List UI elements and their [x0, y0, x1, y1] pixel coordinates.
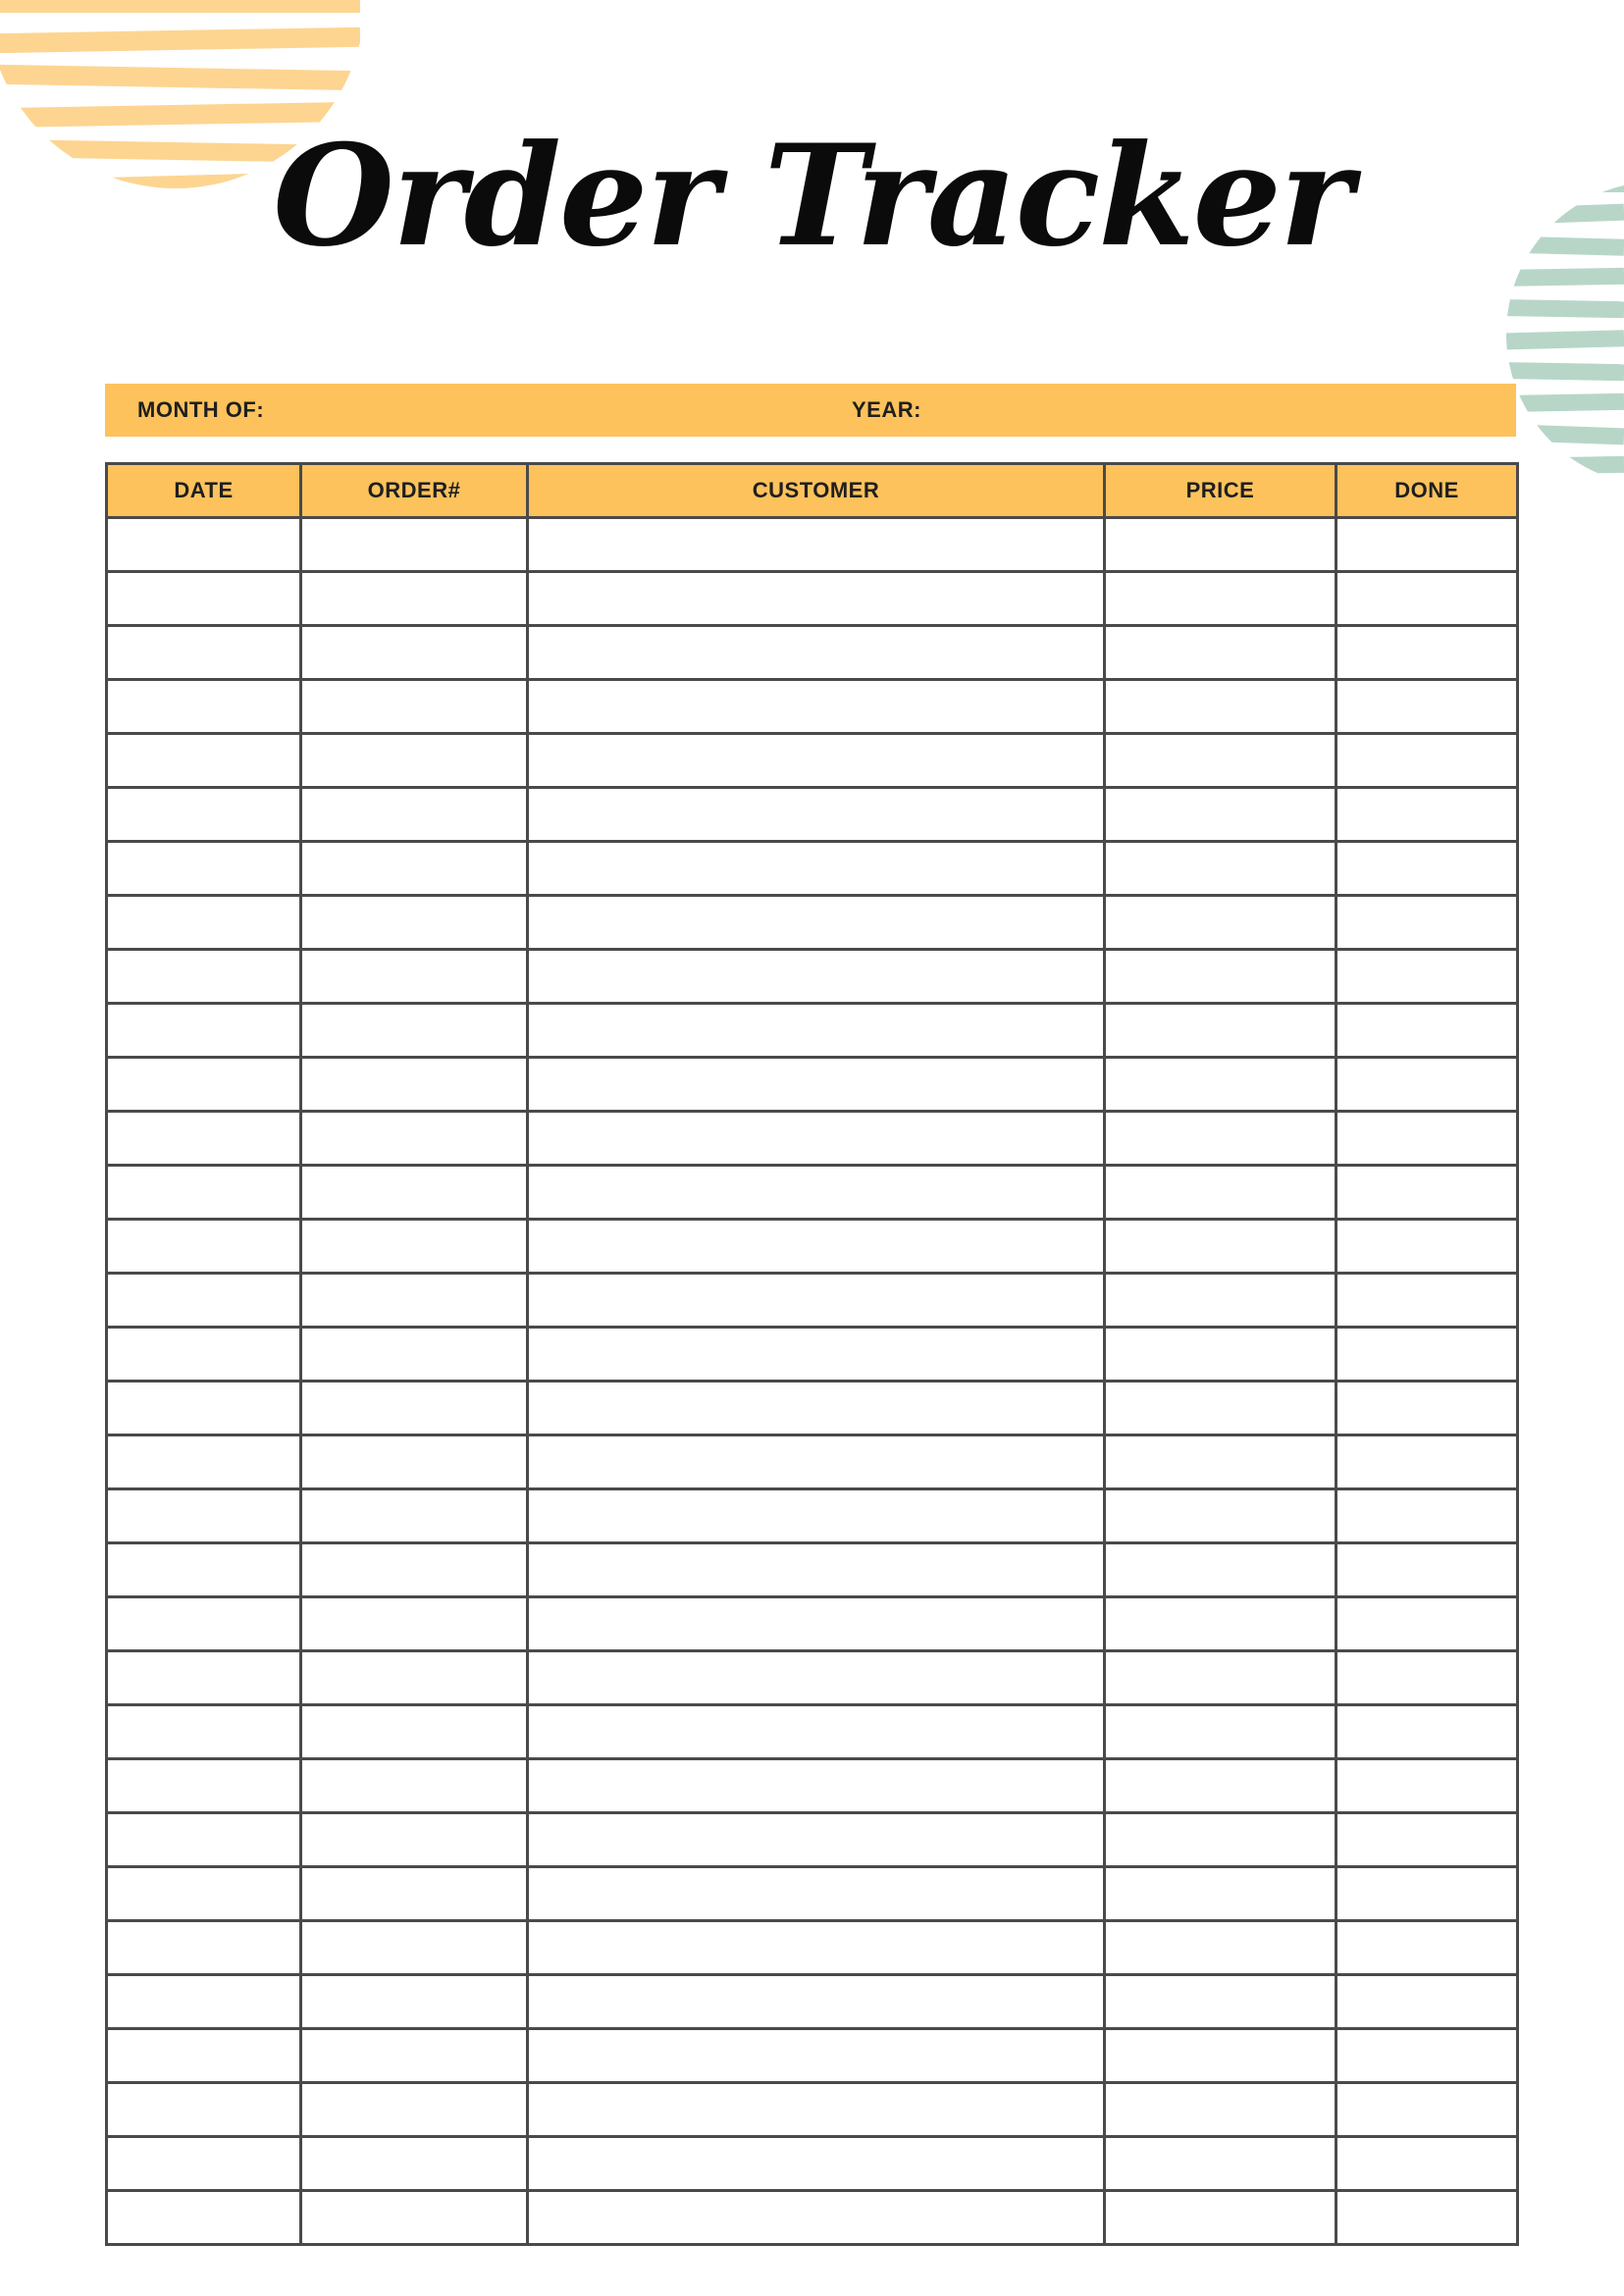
table-row: [107, 1166, 1518, 1220]
customer-cell[interactable]: [528, 734, 1105, 788]
price-cell[interactable]: [1105, 842, 1336, 896]
date-cell[interactable]: [107, 1166, 301, 1220]
year-label: YEAR:: [852, 397, 921, 422]
price-cell[interactable]: [1105, 788, 1336, 842]
customer-cell[interactable]: [528, 896, 1105, 950]
customer-cell[interactable]: [528, 1543, 1105, 1597]
column-header-customer: CUSTOMER: [528, 464, 1105, 518]
date-cell[interactable]: [107, 1382, 301, 1435]
price-cell[interactable]: [1105, 896, 1336, 950]
order-number-cell[interactable]: [301, 1813, 528, 1867]
order-number-cell[interactable]: [301, 1867, 528, 1921]
price-cell[interactable]: [1105, 1651, 1336, 1705]
customer-cell[interactable]: [528, 1166, 1105, 1220]
date-cell[interactable]: [107, 1759, 301, 1813]
order-number-cell[interactable]: [301, 2083, 528, 2137]
customer-cell[interactable]: [528, 1058, 1105, 1112]
customer-cell[interactable]: [528, 1004, 1105, 1058]
customer-cell[interactable]: [528, 1597, 1105, 1651]
customer-cell[interactable]: [528, 1813, 1105, 1867]
customer-cell[interactable]: [528, 518, 1105, 572]
done-cell[interactable]: [1336, 1328, 1518, 1382]
customer-cell[interactable]: [528, 1435, 1105, 1489]
customer-cell[interactable]: [528, 572, 1105, 626]
order-number-cell[interactable]: [301, 1489, 528, 1543]
date-cell[interactable]: [107, 1705, 301, 1759]
date-cell[interactable]: [107, 788, 301, 842]
done-cell[interactable]: [1336, 1651, 1518, 1705]
table-row: [107, 2191, 1518, 2245]
table-row: [107, 1435, 1518, 1489]
date-cell[interactable]: [107, 2137, 301, 2191]
date-cell[interactable]: [107, 1975, 301, 2029]
table-header-row: [107, 464, 1518, 518]
table-row: [107, 1759, 1518, 1813]
date-cell[interactable]: [107, 680, 301, 734]
done-cell[interactable]: [1336, 2029, 1518, 2083]
date-cell[interactable]: [107, 1813, 301, 1867]
column-header-done: DONE: [1336, 464, 1518, 518]
order-number-cell[interactable]: [301, 1274, 528, 1328]
customer-cell[interactable]: [528, 2029, 1105, 2083]
order-number-cell[interactable]: [301, 788, 528, 842]
table-row: [107, 1705, 1518, 1759]
order-number-cell[interactable]: [301, 1004, 528, 1058]
done-cell[interactable]: [1336, 950, 1518, 1004]
customer-cell[interactable]: [528, 1112, 1105, 1166]
price-cell[interactable]: [1105, 1112, 1336, 1166]
table-row: [107, 1274, 1518, 1328]
price-cell[interactable]: [1105, 1058, 1336, 1112]
customer-cell[interactable]: [528, 1328, 1105, 1382]
done-cell[interactable]: [1336, 1543, 1518, 1597]
order-number-cell[interactable]: [301, 1112, 528, 1166]
table-row: [107, 788, 1518, 842]
price-cell[interactable]: [1105, 572, 1336, 626]
date-cell[interactable]: [107, 2083, 301, 2137]
date-cell[interactable]: [107, 1220, 301, 1274]
price-cell[interactable]: [1105, 1328, 1336, 1382]
customer-cell[interactable]: [528, 1220, 1105, 1274]
order-number-cell[interactable]: [301, 1759, 528, 1813]
date-cell[interactable]: [107, 1328, 301, 1382]
order-number-cell[interactable]: [301, 1921, 528, 1975]
column-header-order-number: ORDER#: [301, 464, 528, 518]
done-cell[interactable]: [1336, 842, 1518, 896]
table-row: [107, 572, 1518, 626]
price-cell[interactable]: [1105, 2029, 1336, 2083]
price-cell[interactable]: [1105, 680, 1336, 734]
table-row: [107, 1058, 1518, 1112]
table-row: [107, 1651, 1518, 1705]
price-cell[interactable]: [1105, 1435, 1336, 1489]
table-row: [107, 1220, 1518, 1274]
order-number-cell[interactable]: [301, 2191, 528, 2245]
customer-cell[interactable]: [528, 788, 1105, 842]
price-cell[interactable]: [1105, 2137, 1336, 2191]
done-cell[interactable]: [1336, 1867, 1518, 1921]
order-tracker-table: [105, 462, 1519, 2246]
price-cell[interactable]: [1105, 950, 1336, 1004]
column-header-price: PRICE: [1105, 464, 1336, 518]
done-cell[interactable]: [1336, 896, 1518, 950]
done-cell[interactable]: [1336, 1058, 1518, 1112]
price-cell[interactable]: [1105, 518, 1336, 572]
done-cell[interactable]: [1336, 788, 1518, 842]
customer-cell[interactable]: [528, 1759, 1105, 1813]
done-cell[interactable]: [1336, 1274, 1518, 1328]
customer-cell[interactable]: [528, 1274, 1105, 1328]
price-cell[interactable]: [1105, 1382, 1336, 1435]
order-number-cell[interactable]: [301, 572, 528, 626]
done-cell[interactable]: [1336, 1489, 1518, 1543]
done-cell[interactable]: [1336, 680, 1518, 734]
order-number-cell[interactable]: [301, 518, 528, 572]
table-row: [107, 1543, 1518, 1597]
order-number-cell[interactable]: [301, 2029, 528, 2083]
table-body: [107, 518, 1518, 2245]
price-cell[interactable]: [1105, 1975, 1336, 2029]
order-number-cell[interactable]: [301, 1058, 528, 1112]
customer-cell[interactable]: [528, 950, 1105, 1004]
customer-cell[interactable]: [528, 680, 1105, 734]
order-number-cell[interactable]: [301, 1166, 528, 1220]
column-header-date: DATE: [107, 464, 301, 518]
date-cell[interactable]: [107, 1597, 301, 1651]
date-cell[interactable]: [107, 1543, 301, 1597]
customer-cell[interactable]: [528, 2137, 1105, 2191]
done-cell[interactable]: [1336, 1921, 1518, 1975]
done-cell[interactable]: [1336, 1435, 1518, 1489]
done-cell[interactable]: [1336, 734, 1518, 788]
table-row: [107, 1813, 1518, 1867]
table-row: [107, 1328, 1518, 1382]
order-number-cell[interactable]: [301, 1975, 528, 2029]
done-cell[interactable]: [1336, 1597, 1518, 1651]
date-cell[interactable]: [107, 518, 301, 572]
date-cell[interactable]: [107, 1921, 301, 1975]
date-cell[interactable]: [107, 1058, 301, 1112]
month-of-label: MONTH OF:: [137, 397, 265, 422]
price-cell[interactable]: [1105, 1597, 1336, 1651]
table-row: [107, 2083, 1518, 2137]
customer-cell[interactable]: [528, 1382, 1105, 1435]
price-cell[interactable]: [1105, 1867, 1336, 1921]
price-cell[interactable]: [1105, 1166, 1336, 1220]
date-cell[interactable]: [107, 1274, 301, 1328]
date-cell[interactable]: [107, 2029, 301, 2083]
date-cell[interactable]: [107, 626, 301, 680]
table-row: [107, 950, 1518, 1004]
date-cell[interactable]: [107, 1004, 301, 1058]
table-row: [107, 518, 1518, 572]
customer-cell[interactable]: [528, 1651, 1105, 1705]
price-cell[interactable]: [1105, 734, 1336, 788]
done-cell[interactable]: [1336, 2191, 1518, 2245]
date-cell[interactable]: [107, 1867, 301, 1921]
date-cell[interactable]: [107, 950, 301, 1004]
order-number-cell[interactable]: [301, 1382, 528, 1435]
table-row: [107, 1489, 1518, 1543]
order-number-cell[interactable]: [301, 1597, 528, 1651]
order-number-cell[interactable]: [301, 626, 528, 680]
date-cell[interactable]: [107, 1651, 301, 1705]
table-row: [107, 2137, 1518, 2191]
date-cell[interactable]: [107, 842, 301, 896]
price-cell[interactable]: [1105, 1705, 1336, 1759]
price-cell[interactable]: [1105, 626, 1336, 680]
order-number-cell[interactable]: [301, 1651, 528, 1705]
customer-cell[interactable]: [528, 1489, 1105, 1543]
date-cell[interactable]: [107, 1489, 301, 1543]
table-row: [107, 1004, 1518, 1058]
date-cell[interactable]: [107, 734, 301, 788]
done-cell[interactable]: [1336, 518, 1518, 572]
order-number-cell[interactable]: [301, 950, 528, 1004]
table-row: [107, 680, 1518, 734]
done-cell[interactable]: [1336, 1004, 1518, 1058]
date-cell[interactable]: [107, 2191, 301, 2245]
price-cell[interactable]: [1105, 1220, 1336, 1274]
order-number-cell[interactable]: [301, 1543, 528, 1597]
table-row: [107, 1382, 1518, 1435]
done-cell[interactable]: [1336, 626, 1518, 680]
done-cell[interactable]: [1336, 2083, 1518, 2137]
price-cell[interactable]: [1105, 1274, 1336, 1328]
done-cell[interactable]: [1336, 1220, 1518, 1274]
table-row: [107, 1867, 1518, 1921]
done-cell[interactable]: [1336, 1975, 1518, 2029]
table-row: [107, 896, 1518, 950]
order-number-cell[interactable]: [301, 734, 528, 788]
price-cell[interactable]: [1105, 1004, 1336, 1058]
customer-cell[interactable]: [528, 626, 1105, 680]
price-cell[interactable]: [1105, 1489, 1336, 1543]
month-year-bar: [105, 384, 1516, 437]
customer-cell[interactable]: [528, 2083, 1105, 2137]
date-cell[interactable]: [107, 572, 301, 626]
done-cell[interactable]: [1336, 1705, 1518, 1759]
price-cell[interactable]: [1105, 1813, 1336, 1867]
price-cell[interactable]: [1105, 2191, 1336, 2245]
customer-cell[interactable]: [528, 1705, 1105, 1759]
done-cell[interactable]: [1336, 2137, 1518, 2191]
order-number-cell[interactable]: [301, 1220, 528, 1274]
table-row: [107, 734, 1518, 788]
table-row: [107, 842, 1518, 896]
price-cell[interactable]: [1105, 1759, 1336, 1813]
page-title: Order Tracker: [273, 115, 1351, 278]
order-number-cell[interactable]: [301, 1328, 528, 1382]
price-cell[interactable]: [1105, 2083, 1336, 2137]
done-cell[interactable]: [1336, 1382, 1518, 1435]
date-cell[interactable]: [107, 1435, 301, 1489]
order-number-cell[interactable]: [301, 1435, 528, 1489]
done-cell[interactable]: [1336, 1166, 1518, 1220]
order-number-cell[interactable]: [301, 2137, 528, 2191]
table-row: [107, 1112, 1518, 1166]
order-number-cell[interactable]: [301, 1705, 528, 1759]
customer-cell[interactable]: [528, 2191, 1105, 2245]
order-number-cell[interactable]: [301, 842, 528, 896]
customer-cell[interactable]: [528, 1921, 1105, 1975]
done-cell[interactable]: [1336, 1813, 1518, 1867]
customer-cell[interactable]: [528, 842, 1105, 896]
table-row: [107, 626, 1518, 680]
table-row: [107, 1921, 1518, 1975]
done-cell[interactable]: [1336, 1112, 1518, 1166]
date-cell[interactable]: [107, 1112, 301, 1166]
order-number-cell[interactable]: [301, 896, 528, 950]
price-cell[interactable]: [1105, 1921, 1336, 1975]
table-row: [107, 1597, 1518, 1651]
done-cell[interactable]: [1336, 572, 1518, 626]
customer-cell[interactable]: [528, 1867, 1105, 1921]
order-number-cell[interactable]: [301, 680, 528, 734]
table-row: [107, 1975, 1518, 2029]
price-cell[interactable]: [1105, 1543, 1336, 1597]
table-row: [107, 2029, 1518, 2083]
done-cell[interactable]: [1336, 1759, 1518, 1813]
customer-cell[interactable]: [528, 1975, 1105, 2029]
date-cell[interactable]: [107, 896, 301, 950]
